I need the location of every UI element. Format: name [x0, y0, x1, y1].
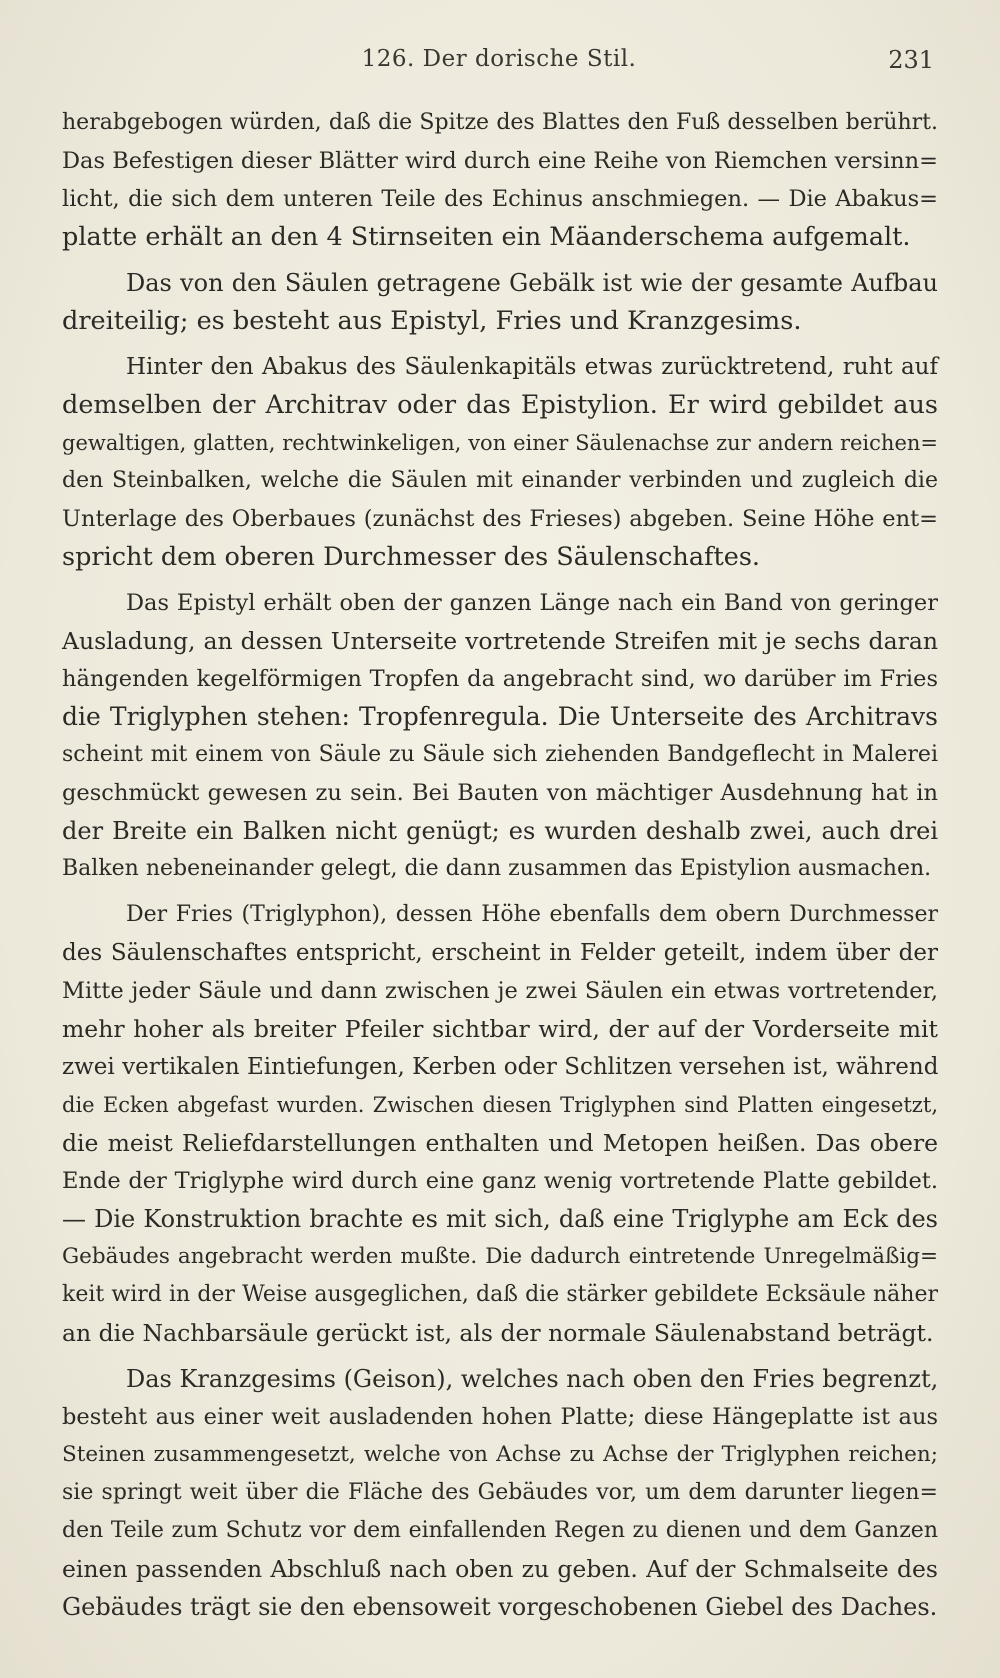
- text-line: demselben der Architrav oder das Epistylion. Er wird gebildet aus: [62, 390, 938, 420]
- text-line: Balken nebeneinander gelegt, die dann zusammen das Epistylion ausmachen.: [62, 856, 932, 881]
- text-line: Das Befestigen dieser Blätter wird durch eine Reihe von Riemchen versinn=: [62, 148, 938, 174]
- body-text: [62, 104, 938, 1634]
- text-line: hängenden kegelförmigen Tropfen da angebracht sind, wo darüber im Fries: [62, 666, 938, 692]
- text-line: Unterlage des Oberbaues (zunächst des Frieses) abgeben. Seine Höhe ent=: [62, 506, 938, 532]
- text-line: Das Kranzgesims (Geison), welches nach oben den Fries begrenzt,: [126, 1365, 939, 1393]
- text-line: licht, die sich dem unteren Teile des Echinus anschmiegen. — Die Abakus=: [62, 186, 938, 212]
- text-line: spricht dem oberen Durchmesser des Säulenschaftes.: [62, 542, 761, 572]
- text-line: Mitte jeder Säule und dann zwischen je zwei Säulen ein etwas vortretender,: [62, 978, 938, 1004]
- text-line: die Triglyphen stehen: Tropfenregula. Die Unterseite des Architravs: [62, 702, 938, 731]
- text-line: Gebäudes trägt sie den ebensoweit vorgeschobenen Giebel des Daches.: [62, 1593, 938, 1621]
- text-line: herabgebogen würden, daß die Spitze des Blattes den Fuß desselben berührt.: [62, 110, 938, 135]
- text-line: die Ecken abgefast wurden. Zwischen diesen Triglyphen sind Platten eingesetzt,: [62, 1093, 938, 1117]
- text-line: Das von den Säulen getragene Gebälk ist wie der gesamte Aufbau: [126, 269, 938, 297]
- text-line: den Steinbalken, welche die Säulen mit einander verbinden und zugleich die: [62, 468, 938, 493]
- text-line: platte erhält an den 4 Stirnseiten ein Mäanderschema aufgemalt.: [62, 222, 911, 252]
- text-line: zwei vertikalen Eintiefungen, Kerben oder Schlitzen versehen ist, während: [62, 1054, 939, 1080]
- paragraph: [62, 264, 938, 340]
- text-line: Ausladung, an dessen Unterseite vortretende Streifen mit je sechs daran: [62, 627, 938, 655]
- text-line: keit wird in der Weise ausgeglichen, daß die stärker gebildete Ecksäule näher: [62, 1282, 938, 1307]
- paragraph: [62, 584, 938, 888]
- text-line: einen passenden Abschluß nach oben zu geben. Auf der Schmalseite des: [62, 1555, 938, 1583]
- text-line: den Teile zum Schutz vor dem einfallenden Regen zu dienen und dem Ganzen: [62, 1518, 938, 1543]
- text-line: die meist Reliefdarstellungen enthalten und Metopen heißen. Das obere: [62, 1129, 938, 1157]
- text-line: des Säulenschaftes entspricht, erscheint in Felder geteilt, indem über der: [62, 940, 938, 966]
- text-line: mehr hoher als breiter Pfeiler sichtbar wird, der auf der Vorderseite mit: [62, 1015, 938, 1043]
- paragraph: [62, 1360, 938, 1626]
- text-line: sie springt weit über die Fläche des Gebäudes vor, um dem darunter liegen=: [62, 1480, 938, 1505]
- text-line: Ende der Triglyphe wird durch eine ganz wenig vortretende Platte gebildet.: [62, 1168, 938, 1194]
- text-line: Das Epistyl erhält oben der ganzen Länge nach ein Band von geringer: [126, 590, 938, 616]
- paragraph: [62, 896, 938, 1352]
- page-number: 231: [888, 46, 934, 74]
- text-line: Steinen zusammengesetzt, welche von Achse zu Achse der Triglyphen reichen;: [62, 1442, 938, 1467]
- running-head: 126. Der dorische Stil.: [361, 46, 637, 72]
- text-line: geschmückt gewesen zu sein. Bei Bauten von mächtiger Ausdehnung hat in: [62, 780, 938, 806]
- paragraph: [62, 104, 938, 256]
- page-header: [64, 40, 934, 80]
- text-line: gewaltigen, glatten, rechtwinkeligen, von einer Säulenachse zur andern reichen=: [62, 431, 938, 455]
- text-line: Hinter den Abakus des Säulenkapitäls etwas zurücktretend, ruht auf: [126, 354, 938, 380]
- text-line: dreiteilig; es besteht aus Epistyl, Fries und Kranzgesims.: [62, 306, 802, 336]
- text-line: scheint mit einem von Säule zu Säule sich ziehenden Bandgeflecht in Malerei: [62, 742, 938, 767]
- text-line: — Die Konstruktion brachte es mit sich, daß eine Triglyphe am Eck des: [62, 1205, 938, 1233]
- text-line: der Breite ein Balken nicht genügt; es wurden deshalb zwei, auch drei: [62, 817, 938, 845]
- text-line: Gebäudes angebracht werden mußte. Die dadurch eintretende Unregelmäßig=: [62, 1244, 938, 1269]
- paragraph: [62, 348, 938, 576]
- text-line: an die Nachbarsäule gerückt ist, als der normale Säulenabstand beträgt.: [62, 1319, 934, 1347]
- text-line: Der Fries (Triglyphon), dessen Höhe ebenfalls dem obern Durchmesser: [126, 902, 938, 927]
- text-line: besteht aus einer weit ausladenden hohen Platte; diese Hängeplatte ist aus: [62, 1404, 938, 1430]
